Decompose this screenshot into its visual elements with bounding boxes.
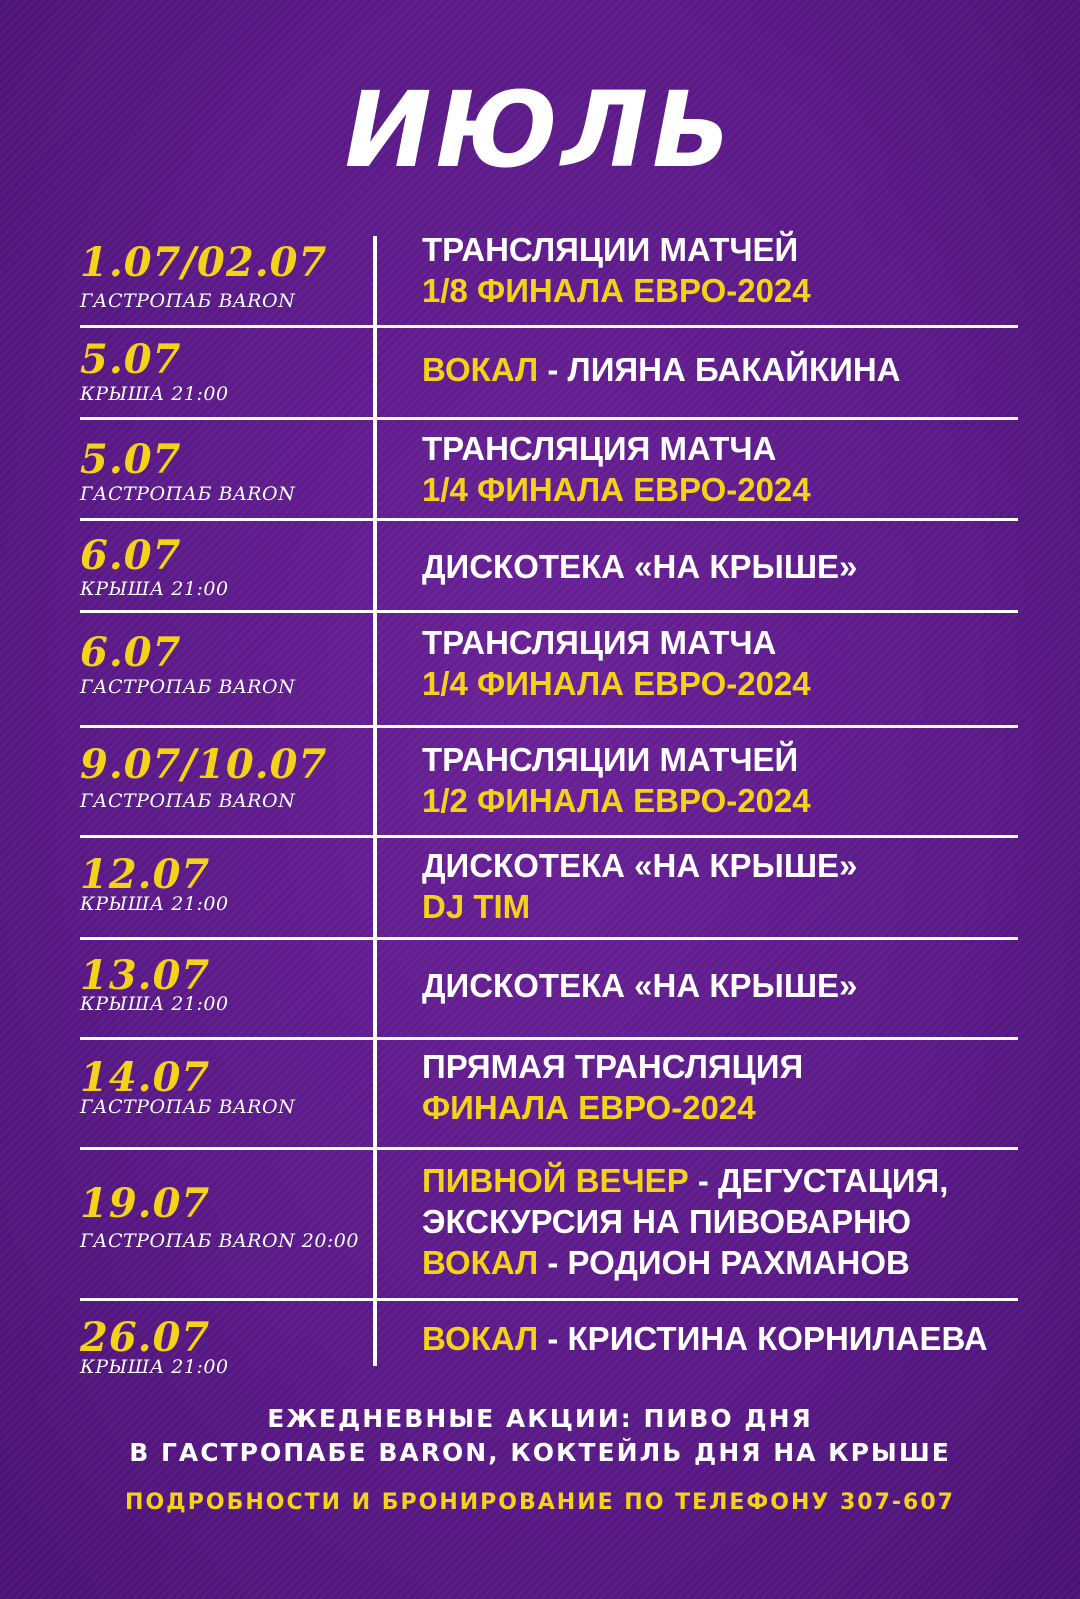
event-text: - РОДИОН РАХМАНОВ — [538, 1244, 910, 1281]
event-highlight-text: 1/2 ФИНАЛА ЕВРО-2024 — [422, 782, 811, 819]
event-description — [422, 739, 811, 821]
event-highlight-text: 1/4 ФИНАЛА ЕВРО-2024 — [422, 665, 811, 702]
event-date: 13.07 — [80, 952, 211, 999]
event-description-line — [422, 1160, 948, 1201]
event-description-line — [422, 1318, 988, 1359]
event-text: ТРАНСЛЯЦИИ МАТЧЕЙ — [422, 741, 799, 778]
event-place: ГАСТРОПАБ BARON — [80, 1096, 296, 1118]
footer-promo-line-1: ЕЖЕДНЕВНЫЕ АКЦИИ: ПИВО ДНЯ — [267, 1404, 813, 1433]
row-separator — [80, 835, 1018, 838]
footer-promo-line-2: В ГАСТРОПАБЕ BARON, КОКТЕЙЛЬ ДНЯ НА КРЫШЕ — [129, 1438, 951, 1467]
event-description-line — [422, 1087, 803, 1128]
event-highlight-text: ВОКАЛ — [422, 1320, 539, 1357]
event-description-line — [422, 622, 811, 663]
event-text: ДИСКОТЕКА «НА КРЫШЕ» — [422, 548, 858, 585]
event-description — [422, 845, 857, 927]
event-place: КРЫША 21:00 — [80, 893, 229, 915]
row-separator — [80, 725, 1018, 728]
event-text: ТРАНСЛЯЦИЯ МАТЧА — [422, 430, 777, 467]
event-description — [422, 428, 811, 510]
event-description-line — [422, 1201, 948, 1242]
event-place: ГАСТРОПАБ BARON — [80, 290, 296, 312]
row-separator — [80, 1037, 1018, 1040]
event-description — [422, 1160, 948, 1283]
event-highlight-text: DJ TIM — [422, 888, 531, 925]
event-text: ТРАНСЛЯЦИИ МАТЧЕЙ — [422, 231, 799, 268]
event-date: 1.07/02.07 — [80, 239, 328, 286]
event-description-line — [422, 965, 857, 1006]
event-text: - ДЕГУСТАЦИЯ, — [688, 1162, 949, 1199]
event-description-line — [422, 739, 811, 780]
event-description-line — [422, 1046, 803, 1087]
event-text: ПРЯМАЯ ТРАНСЛЯЦИЯ — [422, 1048, 804, 1085]
footer-booking-phone: ПОДРОБНОСТИ И БРОНИРОВАНИЕ ПО ТЕЛЕФОНУ 307-607 — [125, 1490, 955, 1515]
event-text: ДИСКОТЕКА «НА КРЫШЕ» — [422, 967, 858, 1004]
event-description-line — [422, 663, 811, 704]
event-date: 26.07 — [80, 1314, 211, 1361]
event-date: 5.07 — [80, 336, 182, 383]
event-date: 19.07 — [80, 1180, 211, 1227]
event-highlight-text: ВОКАЛ — [422, 351, 539, 388]
event-text: - КРИСТИНА КОРНИЛАЕВА — [538, 1320, 988, 1357]
event-description-line — [422, 229, 811, 270]
event-description-line — [422, 780, 811, 821]
event-place: ГАСТРОПАБ BARON — [80, 790, 296, 812]
event-description-line — [422, 428, 811, 469]
event-description — [422, 546, 857, 587]
event-date: 6.07 — [80, 629, 182, 676]
page-title: ИЮЛЬ — [344, 69, 736, 191]
row-separator — [80, 1147, 1018, 1150]
event-place: ГАСТРОПАБ BARON 20:00 — [80, 1230, 359, 1252]
event-description-line — [422, 469, 811, 510]
event-place: КРЫША 21:00 — [80, 993, 229, 1015]
column-divider — [373, 236, 377, 1366]
event-text: ТРАНСЛЯЦИЯ МАТЧА — [422, 624, 777, 661]
row-separator — [80, 1298, 1018, 1301]
event-highlight-text: ПИВНОЙ ВЕЧЕР — [422, 1162, 689, 1199]
event-date: 5.07 — [80, 436, 182, 483]
event-place: КРЫША 21:00 — [80, 383, 229, 405]
event-place: КРЫША 21:00 — [80, 1356, 229, 1378]
event-highlight-text: 1/4 ФИНАЛА ЕВРО-2024 — [422, 471, 811, 508]
event-description-line — [422, 270, 811, 311]
event-place: КРЫША 21:00 — [80, 578, 229, 600]
event-description — [422, 965, 857, 1006]
event-highlight-text: ФИНАЛА ЕВРО-2024 — [422, 1089, 756, 1126]
event-highlight-text: ВОКАЛ — [422, 1244, 539, 1281]
event-highlight-text: 1/8 ФИНАЛА ЕВРО-2024 — [422, 272, 811, 309]
row-separator — [80, 937, 1018, 940]
event-description-line — [422, 349, 900, 390]
event-text: ДИСКОТЕКА «НА КРЫШЕ» — [422, 847, 858, 884]
event-text: ЭКСКУРСИЯ НА ПИВОВАРНЮ — [422, 1203, 911, 1240]
event-place: ГАСТРОПАБ BARON — [80, 483, 296, 505]
event-description — [422, 229, 811, 311]
event-description — [422, 349, 900, 390]
row-separator — [80, 518, 1018, 521]
event-description-line — [422, 886, 857, 927]
event-description-line — [422, 845, 857, 886]
event-date: 12.07 — [80, 851, 211, 898]
event-date: 9.07/10.07 — [80, 741, 328, 788]
event-description — [422, 1046, 803, 1128]
row-separator — [80, 325, 1018, 328]
event-date: 6.07 — [80, 532, 182, 579]
event-text: - ЛИЯНА БАКАЙКИНА — [538, 351, 901, 388]
event-description-line — [422, 546, 857, 587]
event-description-line — [422, 1242, 948, 1283]
row-separator — [80, 610, 1018, 613]
event-description — [422, 622, 811, 704]
event-date: 14.07 — [80, 1054, 211, 1101]
event-description — [422, 1318, 988, 1359]
row-separator — [80, 417, 1018, 420]
event-place: ГАСТРОПАБ BARON — [80, 676, 296, 698]
